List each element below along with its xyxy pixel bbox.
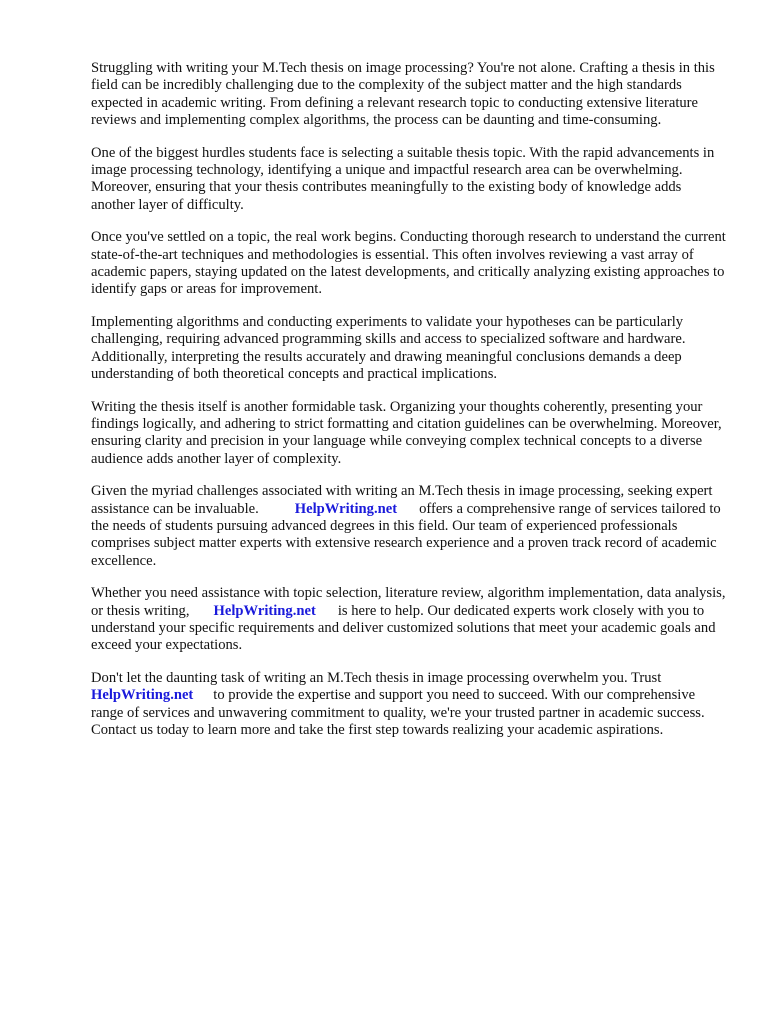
document-body	[91, 60, 727, 755]
paragraph-topic-selection: One of the biggest hurdles students face is selecting a suitable thesis topic. With the rapid advancements in image processing technology, identifying a unique and impactful research area can be overwhelming. Moreover, ensuring that your thesis contributes meaningfully to the existing body of knowledge adds another layer of difficulty.	[91, 144, 715, 213]
paragraph-assistance-text-after: offers a comprehensive range of services tailored to the needs of students pursuing advanced degrees in this field. Our team of experienced professionals comprises subject matter experts with extensive research experience and a proven track record of academic excellence.	[91, 500, 721, 569]
paragraph-services-text-after: is here to help. Our dedicated experts work closely with you to understand your specific requirements and deliver customized solutions that meet your academic goals and exceed your expectations.	[91, 602, 716, 654]
paragraph-intro: Struggling with writing your M.Tech thesis on image processing? You're not alone. Crafting a thesis in this field can be incredibly challenging due to the complexity of the subject matter and the high standards expected in academic writing. From defining a relevant research topic to conducting extensive literature reviews and implementing complex algorithms, the process can be daunting and time-consuming.	[91, 60, 715, 128]
paragraph-writing: Writing the thesis itself is another formidable task. Organizing your thoughts coherently, presenting your findings logically, and adhering to strict formatting and citation guidelines can be overwhelming. Moreover, ensuring clarity and precision in your language while conveying complex technical concepts to a diverse audience adds another layer of complexity.	[91, 398, 722, 467]
paragraph-assistance-text-before: Given the myriad challenges associated with writing an M.Tech thesis in image processing, seeking expert assistance can be invaluable.	[91, 483, 713, 517]
paragraph-call-to-action	[91, 670, 727, 739]
paragraph-research: Once you've settled on a topic, the real work begins. Conducting thorough research to understand the current state-of-the-art techniques and methodologies is essential. This often involves reviewing a vast array of academic papers, staying updated on the latest developments, and critically analyzing existing approaches to identify gaps or areas for improvement.	[91, 229, 726, 298]
paragraph-implementation: Implementing algorithms and conducting experiments to validate your hypotheses can be particularly challenging, requiring advanced programming skills and access to specialized software and hardware. Additionally, interpreting the results accurately and drawing meaningful conclusions demands a deep understanding of both theoretical concepts and practical implications.	[91, 314, 686, 382]
paragraph-assistance	[91, 483, 727, 569]
helpwriting-link-3[interactable]: HelpWriting.net	[91, 687, 194, 704]
helpwriting-link-2[interactable]: HelpWriting.net	[213, 602, 316, 619]
paragraph-cta-text-after: to provide the expertise and support you need to succeed. With our comprehensive range of services and unwavering commitment to quality, we're your trusted partner in academic success. Contact us today to learn more and take the first step towards realizing your academic aspirations.	[91, 687, 705, 738]
paragraph-services-text-before: Whether you need assistance with topic selection, literature review, algorithm implementation, data analysis, or thesis writing,	[91, 585, 726, 619]
paragraph-cta-text-before: Don't let the daunting task of writing an M.Tech thesis in image processing overwhelm you. Trust	[91, 670, 662, 687]
paragraph-services	[91, 585, 727, 654]
helpwriting-link-1[interactable]: HelpWriting.net	[294, 500, 398, 517]
